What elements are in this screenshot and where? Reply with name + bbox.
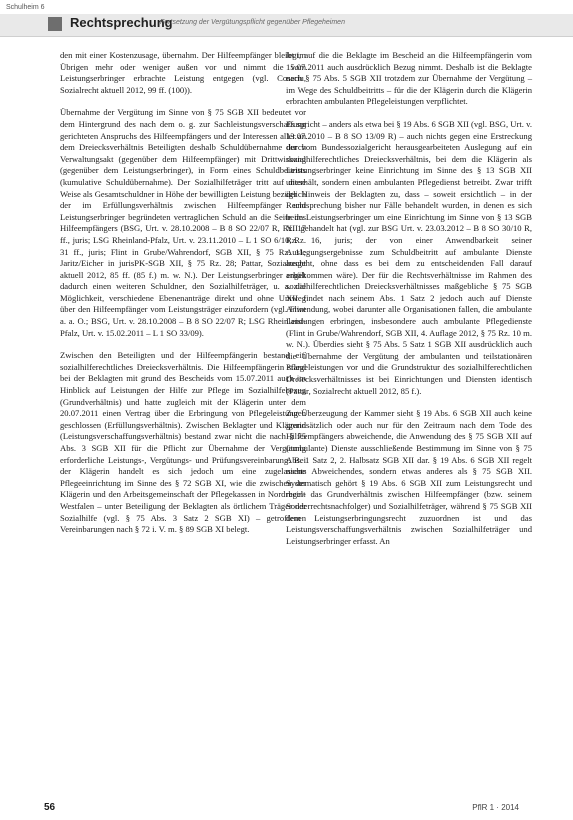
paragraph: Zur Überzeugung der Kammer sieht § 19 Abs. 6 SGB XII auch keine grundsätzlich oder auch nur für den Zeitraum nach dem Tode des Hilfeempfängers abweichende, die Anwendung des § 75 SGB XII auf (ambulante) Dienste ausschließende Bestimmung im Sinne von § 75 Abs. 1 Satz 2, 2. Halbsatz SGB XII dar. § 19 Abs. 6 SGB XII regelt nichts Abweichendes, sondern etwas anderes als § 75 SGB XII. Systematisch gehört § 19 Abs. 6 SGB XII zum Leistungsrecht und regelt das Grundverhältnis zwischen Hilfeempfänger (bzw. seinem Sonderrechtsnachfolger) und Sozialhilfeträger, während § 75 SGB XII dem Leistungserbringungsrecht zuzuordnen ist und das Leistungsverschaffungsverhältnis zwischen Sozialhilfeträger und Leistungserbringer erfasst. An (286, 408, 532, 546)
left-column (60, 50, 306, 547)
right-column (286, 50, 532, 558)
page-footer (0, 795, 573, 820)
header-title: Rechtsprechung (70, 15, 173, 30)
header-topic: Fortsetzung der Vergütungspflicht gegenüber Pflegeheimen (160, 19, 345, 26)
paragraph: Zwischen den Beteiligten und der Hilfeempfängerin bestand ein sozialhilferechtliches Dreiecksverhältnis. Die Hilfeempfängerin stand bei der Beklagten mit grund des Bescheids vom 15.07.2011 auch im Hinblick auf Leistungen der Hilfe zur Pflege im Sozialhilfebezug (Grundverhältnis) und hatte zugleich mit der Klägerin unter dem 20.07.2011 einen Vertrag über die Erbringung von Pflegeleistungen geschlossen (Erfüllungsverhältnis). Zwischen Beklagter und Klägerin (Leistungsverschaffungsverhältnis) bestand zwar nicht die nach § 75 Abs. 3 SGB XII für die Pflicht zur Übernahme der Vergütung erforderliche Leistungs-, Vergütungs- und Prüfungsvereinbarung. Bei der Klägerin handelt es sich jedoch um eine zugelassene Pflegeeinrichtung im Sinne des § 72 SGB XI, wie die zwischen der Klägerin und den Arbeitsgemeinschaft der Pflegekassen in Nordrhein-Westfalen – unter Beteiligung der Beklagten als örtlichem Träger der Sozialhilfe (vgl. § 75 Abs. 3 Satz 2 SGB XI) – getroffenen Vereinbarungen nach § 72 i. V. m. § 89 SGB XI belegt. (60, 350, 306, 535)
journal-issue: PflR 1 · 2014 (472, 803, 519, 812)
header-section-label: Schulheim 6 (6, 4, 45, 11)
page-header (0, 0, 573, 46)
paragraph: Übernahme der Vergütung im Sinne von § 75 SGB XII bedeutet vor dem Hintergrund des nach dem o. g. zur Sachleistungsverschaffung gerichteten Anspruchs des Hilfeempfängers und der Interessen aller an dem Dreiecksverhältnis Beteiligten deshalb Schuldübernahme durch Verwaltungsakt (gegenüber dem Hilfeempfänger) mit Drittwirkung (gegenüber dem Leistungserbringer), in Form eines Schuldbeitritts (kumulative Schuldübernahme). Der Sozialhilfeträger tritt auf diese Weise als Gesamtschuldner in Höhe der bewilligten Leistung bezüglich der im Erfüllungsverhältnis zwischen Hilfeempfänger und Leistungserbringer begründeten vertraglichen Schuld an die Seite des Hilfeempfängers (BSG, Urt. v. 28.10.2008 – B 8 SO 22/07 R, Rz. 17 ff., juris; LSG Rheinland-Pfalz, Urt. v. 23.11.2010 – L 1 SO 6/10, Rz. 31 ff., juris; Flint in Grube/Wahrendorf, SGB XII, § 75 Rz. 11; Jaritz/Eicher in jurisPK-SGB XII, § 75 Rz. 28; Pattar, Sozialrecht aktuell 2012, 85 ff. (85 f.) m. w. N.). Der Leistungserbringer erhält dadurch einen weiteren Schuldner, den Sozialhilfeträger, u. a. die Möglichkeit, verschiedene Ebenenanträge direkt und ohne Umweg über den Hilfeempfänger vom Leistungsträger einzufordern (vgl. Flint a. a. O.; BSG, Urt. v. 28.10.2008 – B 8 SO 22/07 R; LSG Rheinland-Pfalz, Urt. v. 15.02.2011 – L 1 SO 33/09). (60, 107, 306, 338)
header-marker-icon (48, 17, 62, 31)
page-number: 56 (44, 802, 56, 813)
paragraph: den mit einer Kostenzusage, übernahm. Der Hilfeempfänger bleibt im Übrigen mehr oder weniger außen vor und nimmt die vom Leistungserbringer erbrachte Leistung entgegen (vgl. Coseriu, Sozialrecht aktuell 2012, 99 ff. (100)). (60, 50, 306, 95)
paragraph: legt, auf die die Beklagte im Bescheid an die Hilfeempfängerin vom 15.07.2011 auch ausdrücklich Bezug nimmt. Deshalb ist die Beklagte nach § 75 Abs. 5 SGB XII trotzdem zur Übernahme der Vergütung – im Wege des Schuldbeitritts – für die der Klägerin durch die Klägerin erbrachten ambulanten Pflegeleistungen verpflichtet. (286, 50, 532, 107)
paragraph: Es spricht – anders als etwa bei § 19 Abs. 6 SGB XII (vgl. BSG, Urt. v. 13.07.2010 – B 8 SO 13/09 R) – auch nichts gegen eine Erstreckung der vom Bundessozialgericht herausgearbeiteten Auslegung auf ein sozialhilferechtliches Dreiecksverhältnis, bei dem die Klägerin als Leistungserbringer keine Einrichtung im Sinne des § 13 SGB XII unterhält, sondern einen ambulanten Pflegedienst betreibt. Zwar trifft der Hinweis der Beklagten zu, dass – soweit ersichtlich – in der Rechtsprechung bisher nur Fälle behandelt wurden, in denen es sich beim Leistungserbringer um eine Einrichtung im Sinne von § 13 SGB XII gehandelt hat (vgl. zur BSG Urt. v. 23.03.2012 – B 8 SO 30/10 R, Rz. 16, juris; der von einer Anwendbarkeit seiner Auslegungsergebnisse zum Schuldbeitritt auf ambulante Dienste ausgeht, ohne dass es bei dem zu entscheidenden Fall darauf angekommen wäre). Der für die Rechtsverhältnisse im Rahmen des sozialhilferechtlichen Dreiecksverhältnisses maßgebliche § 75 SGB XII findet nach seinem Abs. 1 Satz 2 jedoch auch auf Dienste Anwendung, wobei darunter alle Organisationen fallen, die ambulante Leistungen erbringen, insbesondere auch ambulante Pflegedienste (Flint in Grube/Wahrendorf, SGB XII, 4. Auflage 2012, § 75 Rz. 10 m. w. N.). Überdies sieht § 75 Abs. 5 Satz 1 SGB XII ausdrücklich auch die Übernahme der Vergütung der ambulanten und teilstationären Pflegeleistungen vor und die Grundstruktur des sozialhilferechtlichen Dreiecksverhältnisses ist bei Einrichtungen und Diensten identisch (Pattar, Sozialrecht aktuell 2012, 85 f.). (286, 118, 532, 396)
